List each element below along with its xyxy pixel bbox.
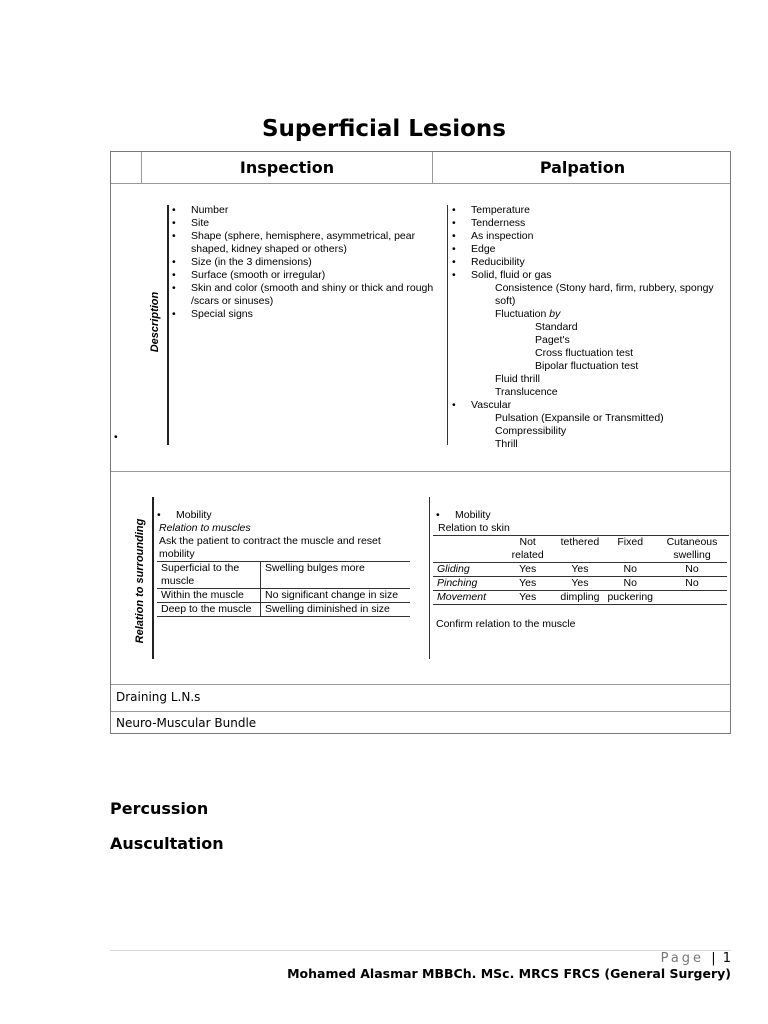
relation-subtitle: Relation to muscles [159,522,251,534]
page-number: Page | 1 [660,951,731,966]
vascular-item: Compressibility [495,425,567,437]
table-row: Pinching Yes Yes No No [433,577,727,591]
list-item: • Size (in the 3 dimensions) [169,256,439,269]
muscle-relation-table [157,561,410,617]
fluctuation-method: Bipolar fluctuation test [535,360,639,372]
list-item: • Site [169,217,439,230]
lesions-table [110,151,731,734]
row-divider-2 [111,684,730,685]
header-divider [111,183,730,184]
footer-rule [110,950,731,951]
vascular-item: Pulsation (Expansile or Transmitted) [495,412,664,424]
table-row: Movement Yes dimpling puckering [433,591,727,605]
neuro-muscular-bundle: Neuro-Muscular Bundle [116,716,257,730]
list-item: • Special signs [169,308,439,321]
skin-relation-table [433,536,727,605]
translucence: Translucence [495,386,558,398]
list-item: • Mobility [154,509,414,522]
table-row: Within the muscle No significant change in size [157,589,410,603]
inspection-relation [154,509,414,617]
vascular-item: Thrill [495,438,518,450]
row-divider-3 [111,711,730,712]
consistence: Consistence (Stony hard, firm, rubbery, spongy soft) [495,282,714,307]
list-item: • Reducibility [449,256,731,269]
confirm-note: Confirm relation to the muscle [436,618,576,630]
fluctuation-method: Standard [535,321,578,333]
relation-label: Relation to surrounding [134,518,146,644]
list-item: • Temperature [449,204,731,217]
list-item: • Shape (sphere, hemisphere, asymmetrical, pear shaped, kidney shaped or others) [169,230,439,256]
palpation-description [449,204,731,451]
page-title: Superficial Lesions [261,116,506,142]
list-item: • Edge [449,243,731,256]
list-item: • Number [169,204,439,217]
draining-lns: Draining L.N.s [116,690,201,704]
table-row: Superficial to the muscle Swelling bulges more [157,562,410,589]
relation-instruction: Ask the patient to contract the muscle and reset mobility [159,535,381,560]
palpation-divider [447,205,448,445]
stray-bullet: • [114,431,118,443]
list-item: • Vascular [449,399,731,412]
list-item: • Tenderness [449,217,731,230]
percussion-heading: Percussion [110,799,209,818]
inspection-header: Inspection [239,158,335,177]
author-footer: Mohamed Alasmar MBBCh. MSc. MRCS FRCS (General Surgery) [287,966,731,981]
inspection-description [169,204,439,321]
list-item: • Mobility [433,509,729,522]
auscultation-heading: Auscultation [110,834,224,853]
list-item: • Skin and color (smooth and shiny or thick and rough /scars or sinuses) [169,282,439,308]
description-label: Description [149,291,161,353]
fluctuation-method: Paget's [535,334,570,346]
list-item: • Surface (smooth or irregular) [169,269,439,282]
fluid-thrill: Fluid thrill [495,373,540,385]
table-row: Gliding Yes Yes No No [433,563,727,577]
table-row: Deep to the muscle Swelling diminished in size [157,603,410,617]
table-row: Not related tethered Fixed Cutaneous swelling [433,536,727,563]
row-divider-1 [111,471,730,472]
fluctuation-method: Cross fluctuation test [535,347,634,359]
palpation-relation [433,509,729,631]
list-item: • As inspection [449,230,731,243]
fluctuation: Fluctuation by [495,308,561,320]
relation-subtitle: Relation to skin [433,522,729,536]
relation-palpation-divider [429,497,430,659]
palpation-header: Palpation [539,158,626,177]
list-item: • Solid, fluid or gas [449,269,731,282]
